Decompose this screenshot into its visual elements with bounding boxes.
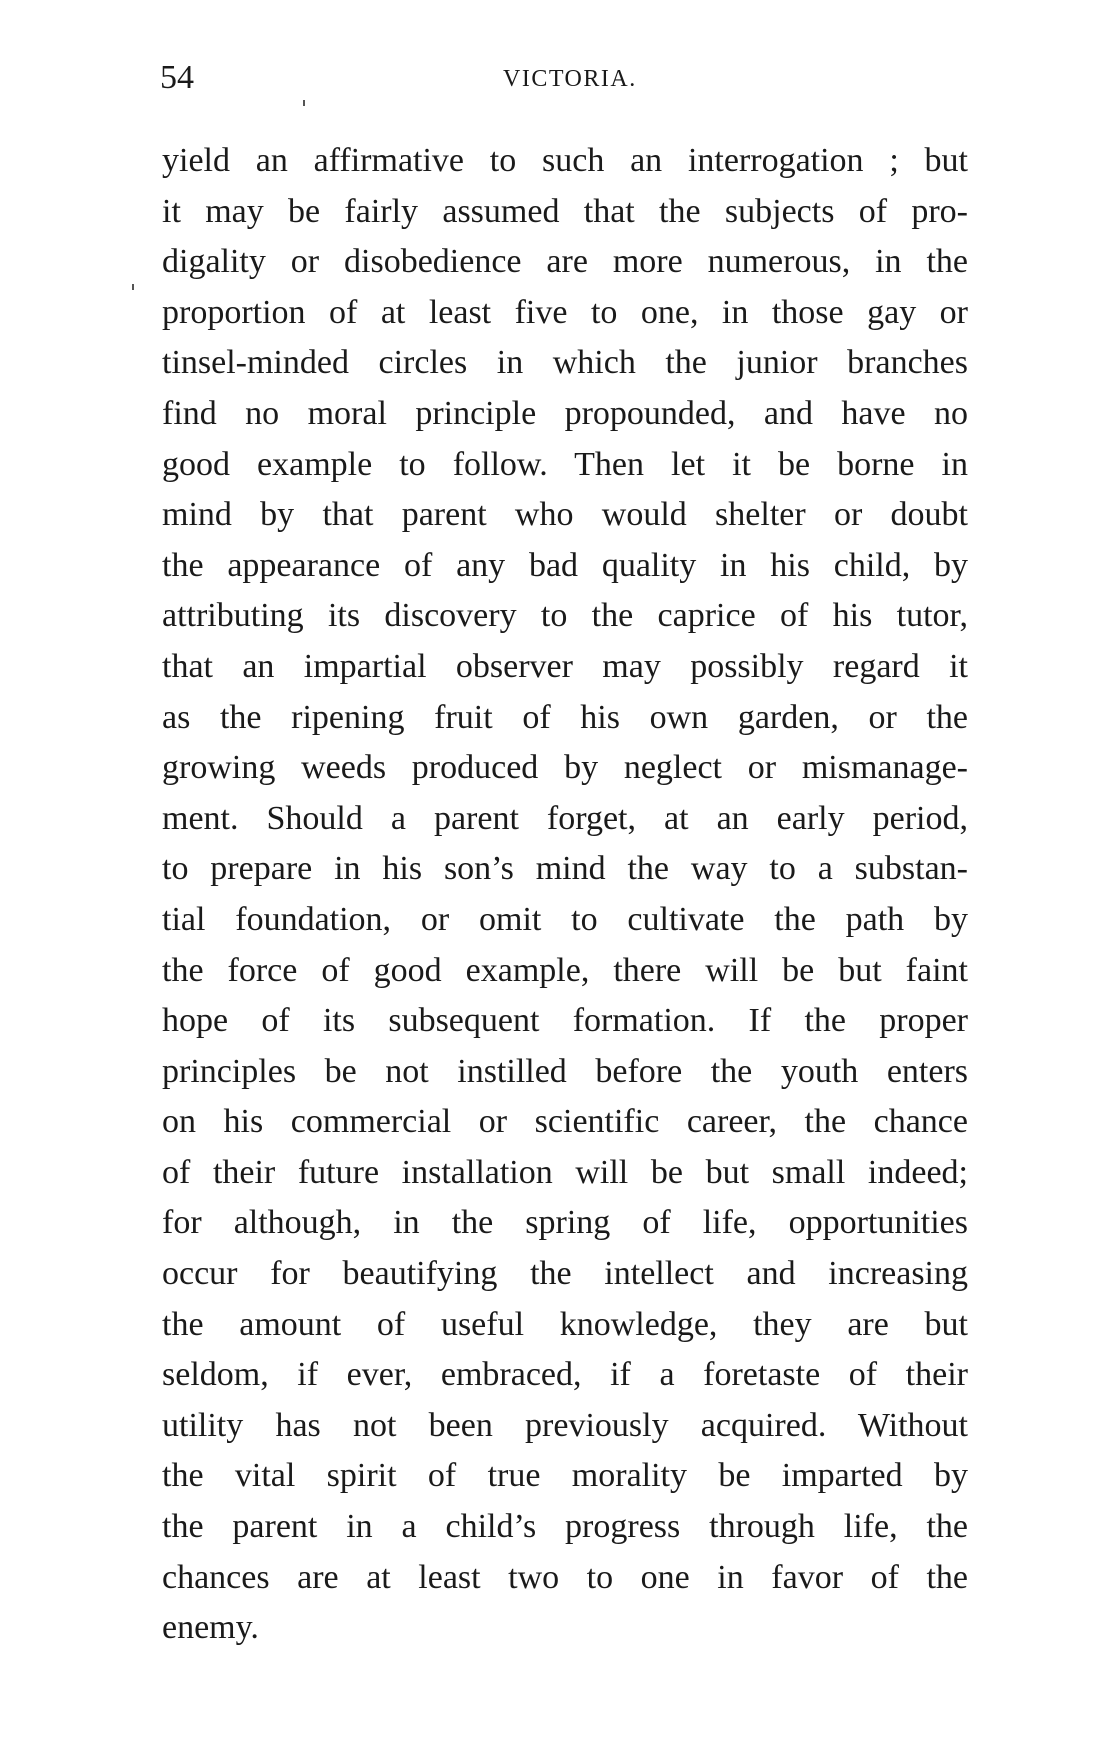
text-line: the appearance of any bad quality in his child, by bbox=[162, 546, 968, 584]
text-line: tinsel-minded circles in which the junior branches bbox=[162, 344, 968, 382]
text-line: yield an affirmative to such an interrogation ; but bbox=[162, 142, 968, 179]
text-line: digality or disobedience are more numerous, in the bbox=[162, 243, 968, 281]
text-line: the parent in a child’s progress through life, the bbox=[162, 1508, 968, 1546]
text-line: the vital spirit of true morality be imparted by bbox=[162, 1457, 968, 1495]
page-number: 54 bbox=[160, 59, 194, 96]
running-title: VICTORIA. bbox=[503, 66, 637, 92]
text-line: it may be fairly assumed that the subjects of pro- bbox=[162, 192, 968, 230]
text-line: principles be not instilled before the youth enters bbox=[162, 1052, 968, 1090]
text-line: for although, in the spring of life, opportunities bbox=[162, 1204, 968, 1242]
body-text bbox=[162, 136, 968, 1654]
text-line: chances are at least two to one in favor of the bbox=[162, 1558, 968, 1596]
text-line: mind by that parent who would shelter or doubt bbox=[162, 496, 968, 534]
text-line: seldom, if ever, embraced, if a foretaste of their bbox=[162, 1356, 968, 1394]
ink-speck bbox=[303, 100, 305, 106]
text-line: attributing its discovery to the caprice of his tutor, bbox=[162, 597, 968, 635]
text-line: tial foundation, or omit to cultivate the path by bbox=[162, 900, 968, 938]
text-line: proportion of at least five to one, in those gay or bbox=[162, 293, 968, 331]
text-line: as the ripening fruit of his own garden, or the bbox=[162, 698, 968, 736]
text-line: hope of its subsequent formation. If the proper bbox=[162, 1002, 968, 1040]
ink-speck bbox=[132, 284, 134, 290]
text-line: of their future installation will be but small indeed; bbox=[162, 1153, 968, 1191]
text-line: ment. Should a parent forget, at an early period, bbox=[162, 799, 968, 837]
text-line: growing weeds produced by neglect or mismanage- bbox=[162, 749, 968, 787]
text-line: occur for beautifying the intellect and increasing bbox=[162, 1255, 968, 1293]
text-line: the amount of useful knowledge, they are but bbox=[162, 1305, 968, 1343]
text-line: good example to follow. Then let it be borne in bbox=[162, 445, 968, 483]
text-line: utility has not been previously acquired. Without bbox=[162, 1406, 968, 1444]
text-line-last: enemy. bbox=[162, 1609, 259, 1647]
text-line: find no moral principle propounded, and have no bbox=[162, 394, 968, 432]
text-line: to prepare in his son’s mind the way to a substan- bbox=[162, 850, 968, 888]
text-line: that an impartial observer may possibly regard it bbox=[162, 647, 968, 685]
text-line: on his commercial or scientific career, the chance bbox=[162, 1103, 968, 1141]
text-line: the force of good example, there will be but faint bbox=[162, 951, 968, 989]
running-head bbox=[160, 58, 970, 98]
